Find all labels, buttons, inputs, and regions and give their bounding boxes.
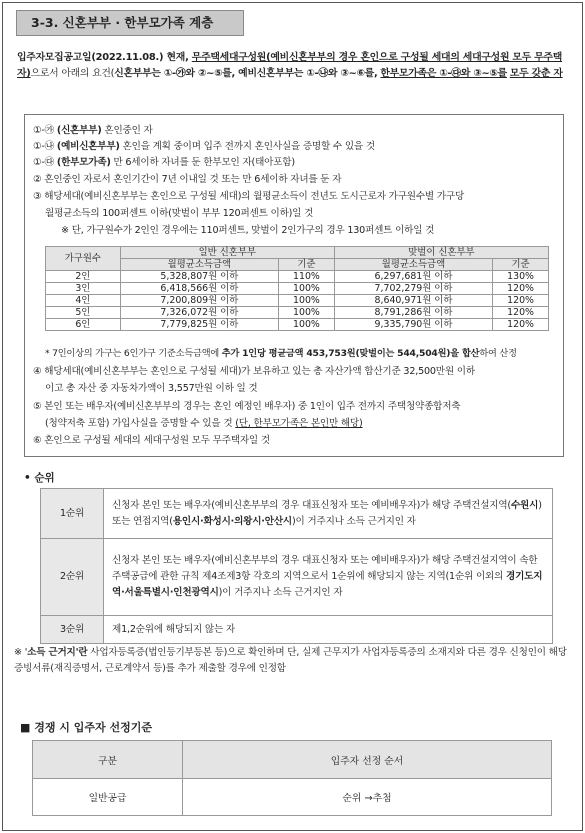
rank-label: 2순위	[41, 539, 104, 616]
requirement-single-parent: ①-㉰ (한부모가족) 만 6세이하 자녀를 둔 한부모인 자(태아포함)	[33, 157, 295, 168]
col-general-couple: 일반 신혼부부	[120, 247, 334, 259]
competition-heading: ■ 경쟁 시 입주자 선정기준	[20, 721, 152, 734]
large-household-note: * 7인이상의 가구는 6인가구 기준소득금액에 추가 1인당 평균금액 453,753원(맞벌이는 544,504원)을 합산하여 산정	[45, 348, 517, 359]
table-row: 5인 7,326,072원 이하 100% 8,791,286원 이하 120%	[46, 307, 549, 319]
table-header-row	[33, 741, 552, 779]
requirement-engaged: ①-㉯ (예비신혼부부) 혼인을 계획 중이며 입주 전까지 혼인사실을 증명할 수 있을 것	[33, 141, 375, 152]
requirements-box	[24, 114, 564, 457]
income-basis-note: ※ '소득 근거지'란 사업자등록증(법인등기부등본 등)으로 확인하며 단, 실제 근무지가 사업자등록증의 소재지와 다른 경우 신청인이 해당 증빙서류(재직증명서, 근로계약서 등)를 추가 제출할 경우에 인정함	[14, 647, 567, 674]
table-row	[41, 616, 553, 644]
rank-table	[40, 488, 553, 644]
table-row: 3인 6,418,566원 이하 100% 7,702,279원 이하 120%	[46, 283, 549, 295]
col-household-members: 가구원수	[46, 247, 121, 271]
requirement-household: ⑥ 혼인으로 구성될 세대의 세대구성원 모두 무주택자일 것	[33, 435, 270, 446]
table-row: 4인 7,200,809원 이하 100% 8,640,971원 이하 120%	[46, 295, 549, 307]
table-row	[41, 539, 553, 616]
col-general-income: 월평균소득금액	[120, 259, 278, 271]
col-selection-order: 입주자 선정 순서	[183, 741, 552, 779]
table-row: 2인 5,328,807원 이하 110% 6,297,681원 이하 130%	[46, 271, 549, 283]
rank-description: 신청자 본인 또는 배우자(예비신혼부부의 경우 대표신청자 또는 예비배우자)가 해당 주택건설지역이 속한 주택공급에 관한 규칙 제4조제3항 각호의 지역으로서 1순위에 해당되지 않는 지역(1순위 이외의 경기도지역·서울특별시·인천광역시)이 거주지나 소득 근거지인 자	[104, 539, 553, 616]
requirement-income-note: ※ 단, 가구원수가 2인인 경우에는 110퍼센트, 맞벌이 2인가구의 경우 130퍼센트 이하일 것	[61, 225, 435, 236]
requirement-savings-a: ⑤ 본인 또는 배우자(예비신혼부부의 경우는 혼인 예정인 배우자) 중 1인이 입주 전까지 주택청약종합저축	[33, 401, 461, 412]
col-dual-income-couple: 맞벌이 신혼부부	[334, 247, 548, 259]
requirement-newlywed: ①-㉮ (신혼부부) 혼인중인 자	[33, 125, 153, 136]
intro-paragraph: 입주자모집공고일(2022.11.08.) 현재, 무주택세대구성원(예비신혼부부의 경우 혼인으로 구성될 세대의 세대구성원 모두 무주택자)으로서 아래의 요건(신혼부부는 ①-㉮와 ②~⑤를, 예비신혼부부는 ①-㉯와 ③~⑥를, 한부모가족은 ①-㉰와 ③~⑤를 모두 갖춘 자	[17, 52, 563, 79]
section-title: 3-3. 신혼부부 · 한부모가족 계층	[16, 10, 244, 36]
requirement-assets-a: ④ 해당세대(예비신혼부부는 혼인으로 구성될 세대)가 보유하고 있는 총 자산가액 합산기준 32,500만원 이하	[33, 366, 475, 377]
col-category: 구분	[33, 741, 183, 779]
rank-label: 1순위	[41, 489, 104, 539]
selection-table	[32, 740, 552, 816]
rank-description: 제1,2순위에 해당되지 않는 자	[104, 616, 553, 644]
rank-description: 신청자 본인 또는 배우자(예비신혼부부의 경우 대표신청자 또는 예비배우자)가 해당 주택건설지역(수원시) 또는 연접지역(용인시·화성시·의왕시·안산시)이 거주지나 소득 근거지인 자	[104, 489, 553, 539]
requirement-marriage-period: ② 혼인중인 자로서 혼인기간이 7년 이내일 것 또는 만 6세이하 자녀를 둔 자	[33, 174, 342, 185]
supply-category: 일반공급	[33, 779, 183, 816]
selection-order: 순위 →추첨	[183, 779, 552, 816]
table-row: 6인 7,779,825원 이하 100% 9,335,790원 이하 120%	[46, 319, 549, 331]
requirement-assets-b: 이고 총 자산 중 자동차가액이 3,557만원 이하 일 것	[45, 383, 258, 394]
requirement-income-b: 월평균소득의 100퍼센트 이하(맞벌이 부부 120퍼센트 이하)일 것	[45, 208, 314, 219]
col-general-standard: 기준	[279, 259, 335, 271]
requirement-income-a: ③ 해당세대(예비신혼부부는 혼인으로 구성될 세대)의 월평균소득이 전년도 도시근로자 가구원수별 가구당	[33, 191, 465, 202]
col-dual-income: 월평균소득금액	[334, 259, 492, 271]
col-dual-standard: 기준	[493, 259, 549, 271]
rank-heading: • 순위	[24, 472, 55, 484]
table-row	[33, 779, 552, 816]
rank-label: 3순위	[41, 616, 104, 644]
requirement-savings-b: (청약저축 포함) 가입사실을 증명할 수 있을 것 (단, 한부모가족은 본인만 해당)	[45, 418, 363, 429]
table-row	[41, 489, 553, 539]
income-table	[45, 246, 549, 331]
